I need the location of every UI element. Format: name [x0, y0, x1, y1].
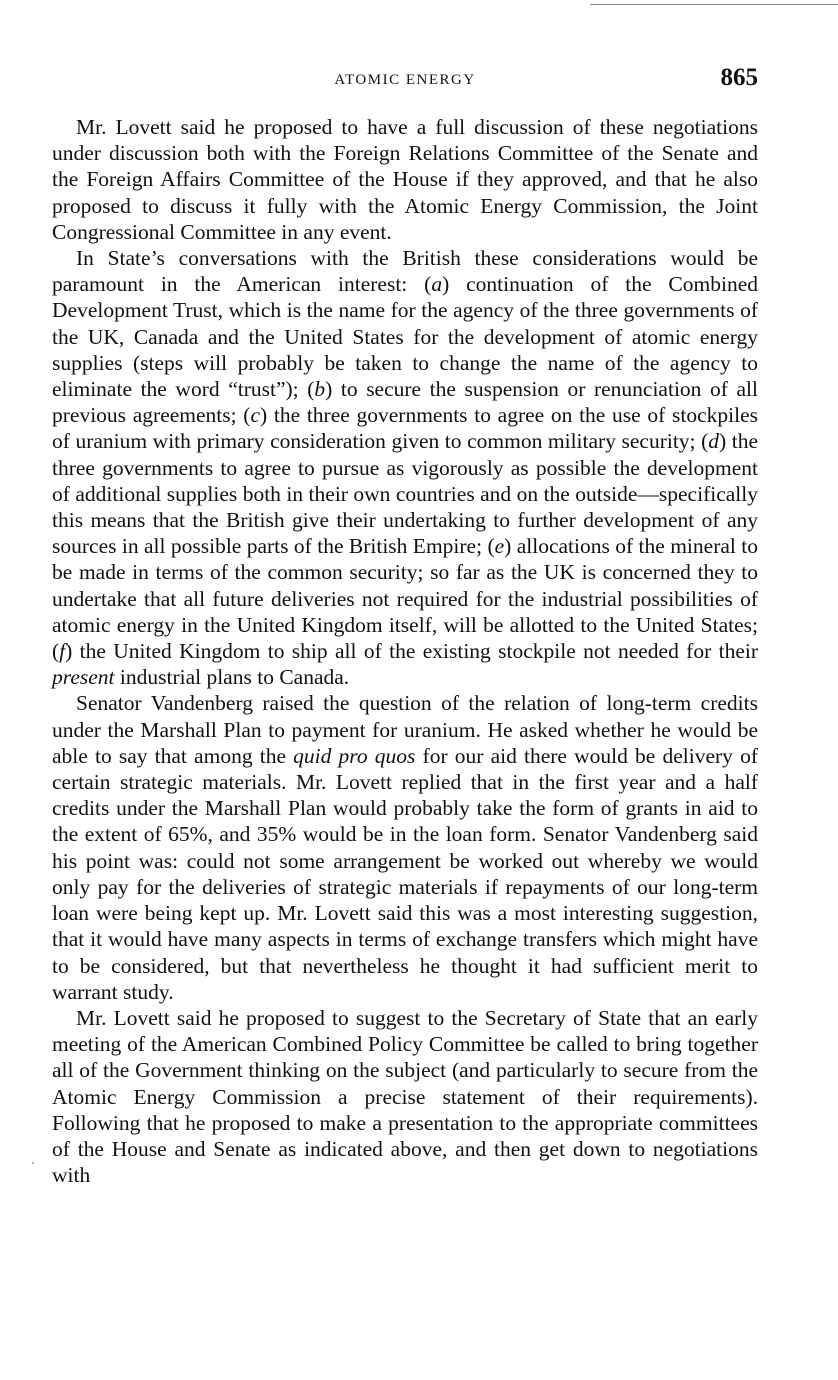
italic-run: c: [250, 403, 261, 428]
scan-edge-rule: [590, 4, 838, 5]
text-run: Mr. Lovett said he proposed to have a full discussion of these negotiations under discussion both with the Foreign Relations Committee of the Senate and the Foreign Affairs Committee of the House if they approved, and that he also proposed to discuss it fully with the Atomic Energy Commission, the Joint Congressional Committee in any event.: [52, 115, 758, 244]
text-run: ) the United Kingdom to ship all of the existing stockpile not needed for their: [65, 639, 758, 664]
text-run: ) to secure the suspension or renunciation of all previous agreements; (: [52, 377, 758, 428]
margin-mark: ⋆: [30, 1158, 36, 1168]
body-text: [52, 114, 758, 1188]
text-run: Senator Vandenberg raised the question of the relation of long-term credits under the Marshall Plan to payment for uranium. He asked whether he would be able to say that among the: [52, 691, 758, 768]
italic-run: present: [52, 665, 115, 690]
text-run: Mr. Lovett said he proposed to suggest to the Secretary of State that an early meeting of the American Combined Policy Committee be called to bring together all of the Government thinking on the subject (and particularly to secure from the Atomic Energy Commission a precise statement of their requirements). Following that he proposed to make a presentation to the appropriate committees of the House and Senate as indicated above, and then get down to negotiations with: [52, 1005, 758, 1188]
paragraph-vandenberg: [52, 690, 758, 1004]
page-header: [52, 62, 758, 102]
italic-run: e: [494, 534, 505, 559]
italic-run: b: [314, 377, 326, 402]
italic-run: a: [431, 272, 443, 297]
paragraph-lovett-discussion: [52, 114, 758, 245]
text-run: In State’s conversations with the British these considerations would be paramount in the American interest: (: [52, 246, 758, 297]
paragraph-considerations: [52, 245, 758, 690]
text-run: ) allocations of the mineral to be made in terms of the common security; so far as the UK is concerned they to undertake that all future deliveries not required for the industrial possibilities of atomic energy in the United Kingdom itself, will be allotted to the United States; (: [52, 534, 758, 664]
text-run: ) continuation of the Combined Development Trust, which is the name for the agency of the three governments of the UK, Canada and the United States for the development of atomic energy supplies (steps will probably be taken to change the name of the agency to eliminate the word “trust”); (: [52, 272, 758, 402]
text-run: for our aid there would be delivery of certain strategic materials. Mr. Lovett replied that in the first year and a half credits under the Marshall Plan would probably take the form of grants in aid to the extent of 65%, and 35% would be in the loan form. Senator Vandenberg said his point was: could not some arrangement be worked out whereby we would only pay for the deliveries of strategic materials if repayments of our long-term loan were being kept up. Mr. Lovett said this was a most interesting suggestion, that it would have many aspects in terms of exchange transfers which might have to be considered, but that nevertheless he thought it had sufficient merit to warrant study.: [52, 743, 758, 1004]
text-run: ) the three governments to agree on the use of stockpiles of uranium with primary consideration given to common military security; (: [52, 403, 758, 454]
text-run: industrial plans to Canada.: [114, 665, 350, 690]
page-number: 865: [720, 64, 758, 91]
text-run: ) the three governments to agree to pursue as vigorously as possible the development of additional supplies both in their own countries and on the outside—specifically this means that the British give their undertaking to further development of any sources in all possible parts of the British Empire; (: [52, 429, 759, 559]
paragraph-lovett-proposal: [52, 1005, 758, 1188]
italic-run: d: [708, 429, 720, 454]
italic-run: quid pro quos: [293, 743, 416, 768]
running-head: ATOMIC ENERGY: [334, 72, 476, 88]
italic-run: f: [59, 639, 66, 664]
